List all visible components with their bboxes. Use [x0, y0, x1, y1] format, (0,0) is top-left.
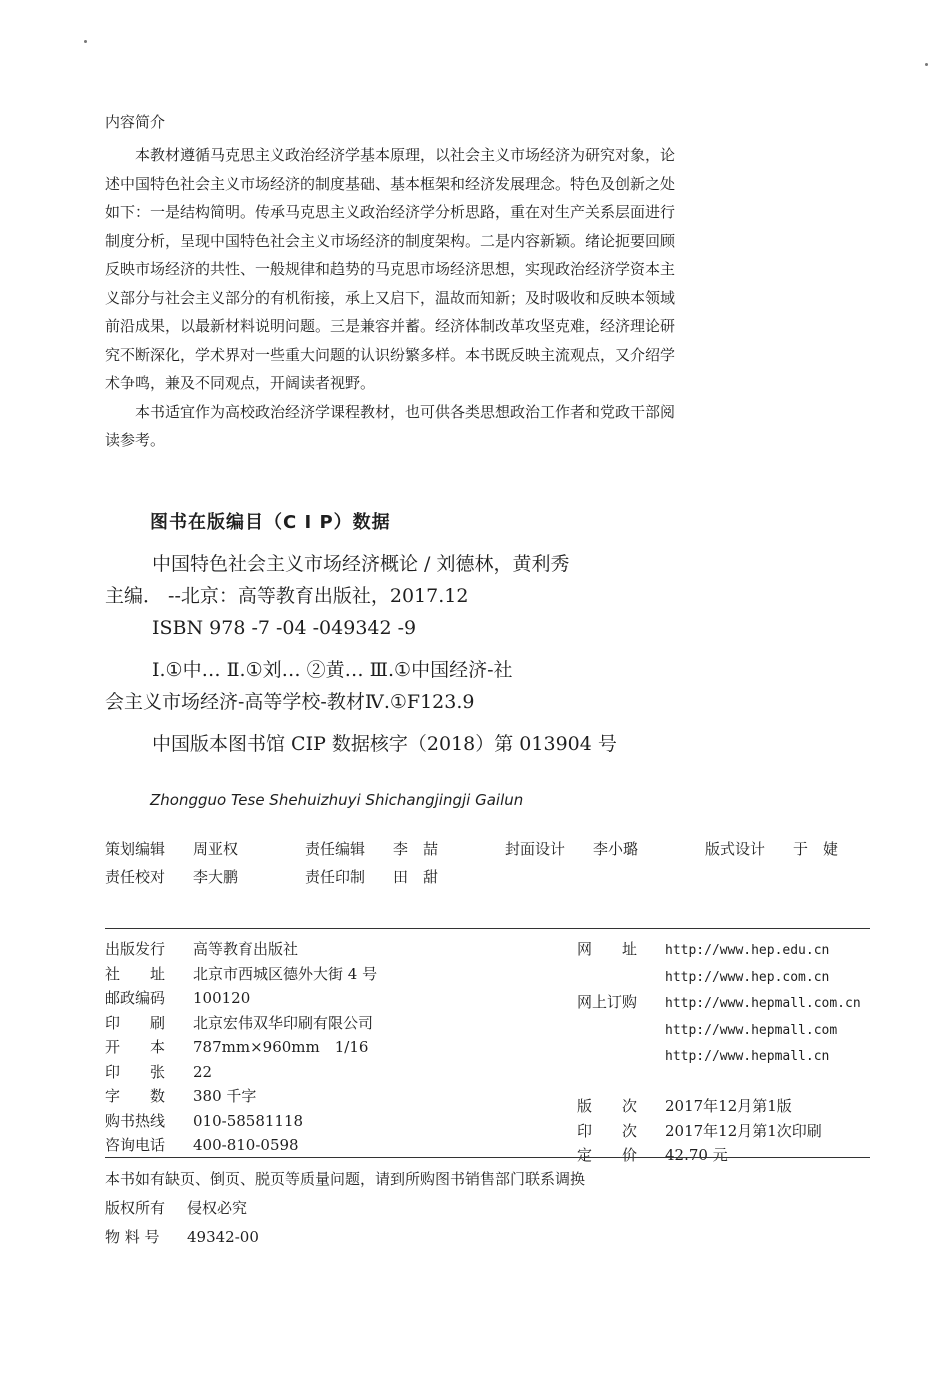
footer-label: 版权所有 — [105, 1199, 166, 1217]
cip-publisher-line: 主编． --北京：高等教育出版社，2017.12 — [105, 585, 469, 607]
quality-notice: 本书如有缺页、倒页、脱页等质量问题，请到所购图书销售部门联系调换 — [105, 1170, 586, 1188]
pub-value: 2017年12月第1次印刷 — [665, 1121, 822, 1140]
pub-value: 2017年12月第1版 — [665, 1097, 792, 1115]
order-url: http://www.hepmall.com.cn — [665, 996, 861, 1011]
cip-isbn: ISBN 978 -7 -04 -049342 -9 — [152, 617, 417, 639]
publication-info-left — [105, 937, 377, 1158]
pub-label: 邮政编码 — [105, 989, 166, 1007]
pub-label: 社 址 — [105, 964, 166, 983]
staff-column — [305, 835, 438, 891]
footer-value: 49342-00 — [187, 1228, 259, 1246]
staff-column — [505, 835, 638, 863]
publication-info-right — [577, 937, 861, 1168]
cip-block — [105, 548, 665, 760]
pub-value: 380 千字 — [193, 1087, 257, 1105]
pub-value: 787mm×960mm 1/16 — [193, 1038, 369, 1056]
staff-value: 周亚权 — [193, 840, 239, 858]
pub-label: 网 址 — [577, 940, 638, 958]
pub-value: 010-58581118 — [193, 1111, 304, 1130]
cip-title-line: 中国特色社会主义市场经济概论 / 刘德林，黄利秀 — [152, 553, 570, 575]
divider-line — [105, 1157, 870, 1158]
pub-value: 100120 — [193, 989, 251, 1007]
footer-label: 物 料 号 — [105, 1228, 160, 1246]
cip-record-number: 中国版本图书馆 CIP 数据核字（2018）第 013904 号 — [152, 733, 617, 755]
pub-label: 定 价 — [577, 1146, 638, 1164]
pub-label: 印 刷 — [105, 1013, 166, 1032]
staff-label: 版式设计 — [705, 840, 766, 858]
staff-label: 责任编辑 — [305, 840, 366, 858]
pub-label: 印 张 — [105, 1062, 166, 1081]
staff-label: 责任印制 — [305, 868, 366, 886]
intro-paragraph: 本教材遵循马克思主义政治经济学基本原理，以社会主义市场经济为研究对象，论述中国特色社会主义市场经济的制度基础、基本框架和经济发展理念。特色及创新之处如下：一是结构简明。传承马克思主义政治经济学分析思路，重在对生产关系层面进行制度分析，呈现中国特色社会主义市场经济的制度架构。二是内容新颖。绪论扼要回顾反映市场经济的共性、一般规律和趋势的马克思市场经济思想，实现政治经济学资本主义部分与社会主义部分的有机衔接，承上又启下，温故而知新；及时吸收和反映本领域前沿成果，以最新材料说明问题。三是兼容并蓄。经济体制改革攻坚克难，经济理论研究不断深化，学术界对一些重大问题的认识纷繁多样。本书既反映主流观点，又介绍学术争鸣，兼及不同观点，开阔读者视野。 — [105, 146, 676, 392]
pub-label: 印 次 — [577, 1121, 638, 1140]
pub-value: 400-810-0598 — [193, 1136, 299, 1154]
staff-label: 责任校对 — [105, 868, 166, 886]
website-url: http://www.hep.com.cn — [665, 969, 830, 985]
cip-classification-line: Ⅰ.①中… Ⅱ.①刘… ②黄… Ⅲ.①中国经济-社 — [152, 659, 513, 681]
cip-classification-line: 会主义市场经济-高等学校-教材Ⅳ.①F123.9 — [105, 691, 475, 713]
pub-label: 网上订购 — [577, 993, 638, 1011]
pub-value: 42.70 元 — [665, 1146, 728, 1164]
staff-column — [105, 835, 238, 891]
staff-value: 李大鹏 — [193, 868, 239, 886]
pub-value: 北京宏伟双华印刷有限公司 — [193, 1013, 374, 1032]
intro-text — [105, 141, 675, 455]
cip-heading: 图书在版编目（C I P）数据 — [150, 512, 391, 533]
intro-title: 内容简介 — [105, 113, 166, 131]
scan-speck — [925, 63, 928, 66]
pub-value: 高等教育出版社 — [193, 940, 299, 958]
staff-label: 策划编辑 — [105, 840, 166, 858]
order-url: http://www.hepmall.com — [665, 1022, 838, 1038]
staff-label: 封面设计 — [505, 840, 566, 858]
staff-value: 于 婕 — [793, 840, 839, 858]
pub-value: 22 — [193, 1062, 213, 1081]
pinyin-title: Zhongguo Tese Shehuizhuyi Shichangjingji Gailun — [150, 791, 524, 809]
pub-label: 开 本 — [105, 1038, 166, 1056]
divider-line — [105, 928, 870, 929]
website-url: http://www.hep.edu.cn — [665, 943, 830, 958]
pub-value: 北京市西城区德外大街 4 号 — [193, 964, 378, 983]
staff-value: 李小璐 — [593, 840, 639, 858]
pub-label: 版 次 — [577, 1097, 638, 1115]
intro-paragraph: 本书适宜作为高校政治经济学课程教材，也可供各类思想政治工作者和党政干部阅读参考。 — [105, 402, 676, 449]
order-url: http://www.hepmall.cn — [665, 1049, 830, 1064]
staff-value: 李 喆 — [393, 840, 439, 858]
pub-label: 出版发行 — [105, 940, 166, 958]
pub-label: 购书热线 — [105, 1111, 166, 1130]
staff-value: 田 甜 — [393, 868, 439, 886]
scan-speck — [84, 40, 87, 43]
pub-label: 字 数 — [105, 1087, 166, 1105]
footer-value: 侵权必究 — [187, 1199, 248, 1217]
pub-label: 咨询电话 — [105, 1136, 166, 1154]
staff-column — [705, 835, 838, 863]
footer-block — [105, 1165, 585, 1252]
